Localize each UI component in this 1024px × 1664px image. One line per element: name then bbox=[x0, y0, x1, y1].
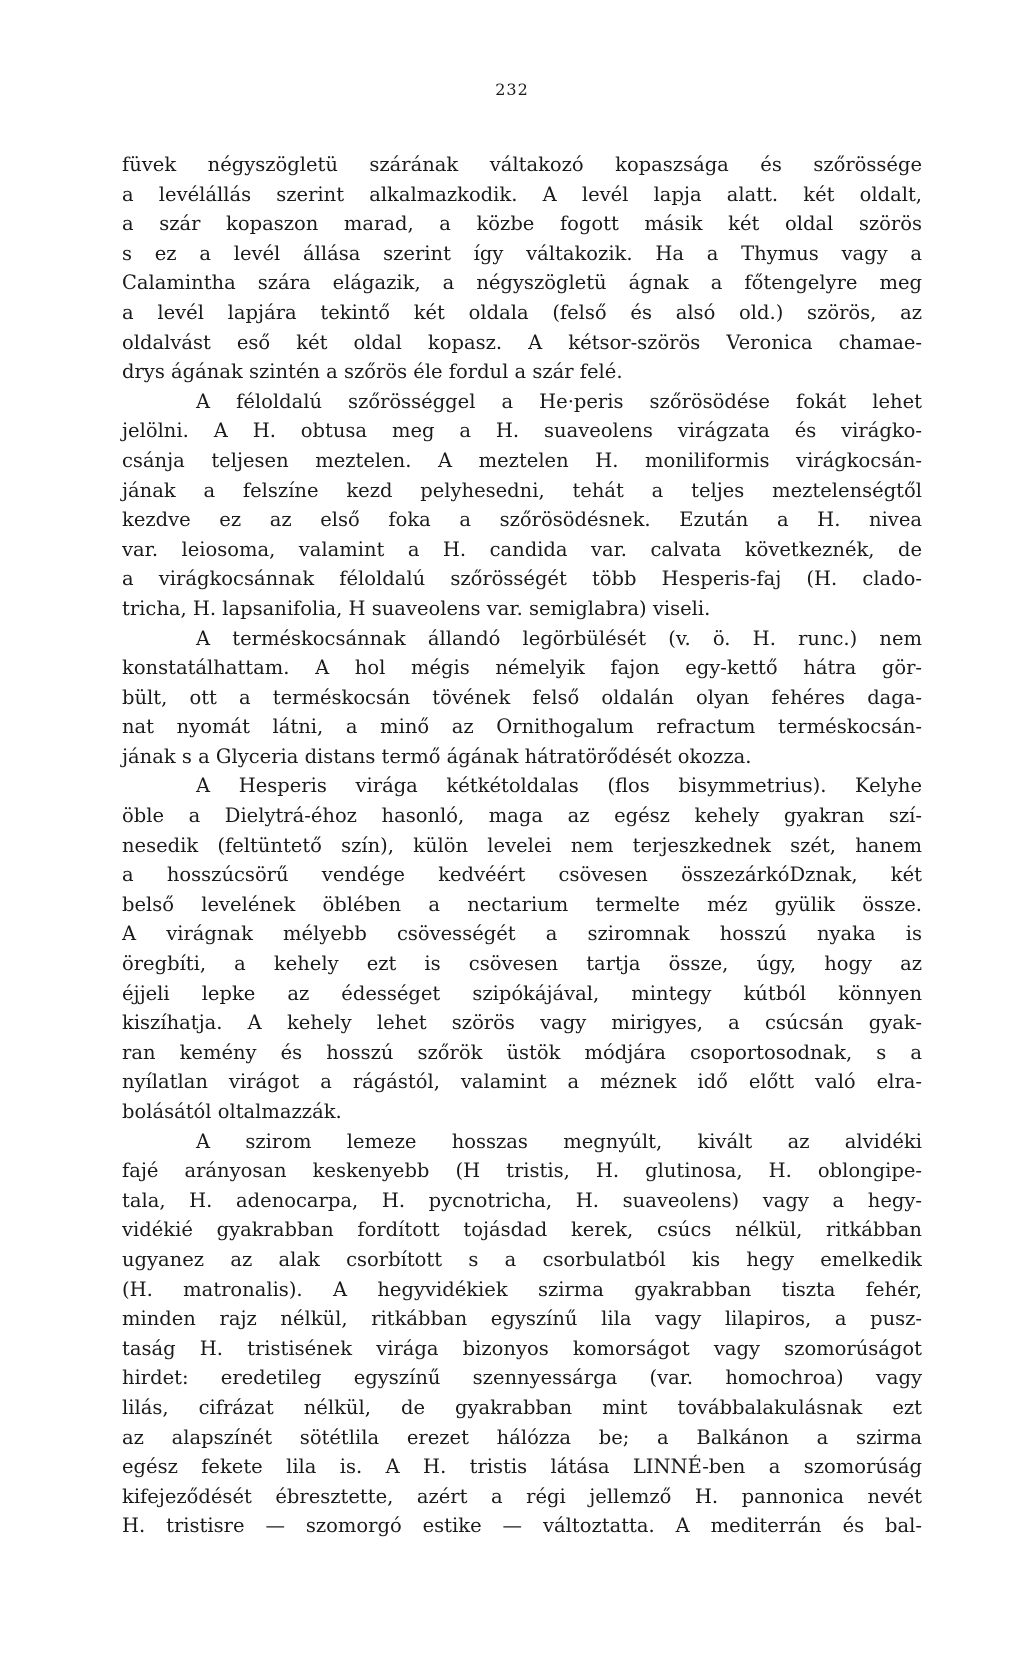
text-line: jának a felszíne kezd pelyhesedni, tehát a teljes meztelenségtől bbox=[122, 478, 922, 502]
text-line: jának s a Glyceria distans termő ágának hátratörődését okozza. bbox=[122, 744, 752, 768]
text-line: H. tristisre — szomorgó estike — változtatta. A mediterrán és bal- bbox=[122, 1514, 922, 1538]
text-line: hirdet: eredetileg egyszínű szennyessárga (var. homochroa) vagy bbox=[122, 1366, 922, 1390]
paragraph bbox=[122, 150, 922, 387]
paragraph bbox=[122, 624, 922, 772]
text-line: öregbíti, a kehely ezt is csövesen tartja össze, úgy, hogy az bbox=[122, 952, 922, 976]
text-line: vidékié gyakrabban fordított tojásdad kerek, csúcs nélkül, ritkábban bbox=[122, 1218, 922, 1242]
body-text bbox=[122, 150, 922, 1541]
text-line: jelölni. A H. obtusa meg a H. suaveolens virágzata és virágko- bbox=[122, 419, 922, 443]
text-line: bült, ott a terméskocsán tövének felső oldalán olyan fehéres daga- bbox=[122, 685, 922, 709]
text-line: (H. matronalis). A hegyvidékiek szirma gyakrabban tiszta fehér, bbox=[122, 1277, 922, 1301]
text-line: nyílatlan virágot a rágástól, valamint a méznek idő előtt való elra- bbox=[122, 1070, 922, 1094]
paragraph bbox=[122, 387, 922, 624]
text-line: A féloldalú szőrösséggel a He·peris szőrösödése fokát lehet bbox=[196, 389, 922, 413]
text-line: var. leiosoma, valamint a H. candida var. calvata következnék, de bbox=[122, 537, 922, 561]
text-line: lilás, cifrázat nélkül, de gyakrabban mint továbbalakulásnak ezt bbox=[122, 1395, 922, 1419]
text-line: Calamintha szára elágazik, a négyszögletü ágnak a főtengelyre meg bbox=[122, 271, 922, 295]
text-line: füvek négyszögletü szárának váltakozó kopaszsága és szőrössége bbox=[122, 153, 922, 176]
text-line: nesedik (feltüntető szín), külön levelei nem terjeszkednek szét, hanem bbox=[122, 833, 922, 857]
text-line: a hosszúcsörű vendége kedvéért csövesen összezárkóDznak, két bbox=[122, 863, 922, 887]
text-line: öble a Dielytrá-éhoz hasonló, maga az egész kehely gyakran szí- bbox=[122, 804, 922, 828]
text-line: az alapszínét sötétlila erezet hálózza be; a Balkánon a szirma bbox=[122, 1425, 922, 1449]
text-line: a levélállás szerint alkalmazkodik. A levél lapja alatt. két oldalt, bbox=[122, 182, 922, 206]
text-line: a virágkocsánnak féloldalú szőrösségét több Hesperis-faj (H. clado- bbox=[122, 567, 922, 591]
text-line: A Hesperis virága kétkétoldalas (flos bisymmetrius). Kelyhe bbox=[196, 774, 922, 798]
text-line: éjjeli lepke az édességet szipókájával, mintegy kútból könnyen bbox=[122, 981, 922, 1005]
text-line: A virágnak mélyebb csövességét a sziromnak hosszú nyaka is bbox=[122, 922, 922, 946]
text-line: oldalvást eső két oldal kopasz. A kétsor-szörös Veronica chamae- bbox=[122, 330, 922, 354]
text-line: konstatálhattam. A hol mégis némelyik fajon egy-kettő hátra gör- bbox=[122, 656, 922, 680]
text-line: kifejeződését ébresztette, azért a régi jellemző H. pannonica nevét bbox=[122, 1484, 922, 1508]
text-line: a szár kopaszon marad, a közbe fogott másik két oldal szörös bbox=[122, 212, 922, 236]
text-line: A szirom lemeze hosszas megnyúlt, kivált az alvidéki bbox=[196, 1129, 922, 1153]
text-line: minden rajz nélkül, ritkábban egyszínű lila vagy lilapiros, a pusz- bbox=[122, 1307, 922, 1331]
text-line: ugyanez az alak csorbított s a csorbulatból kis hegy emelkedik bbox=[122, 1247, 922, 1271]
text-line: tala, H. adenocarpa, H. pycnotricha, H. suaveolens) vagy a hegy- bbox=[122, 1188, 922, 1212]
text-line: bolásától oltalmazzák. bbox=[122, 1100, 342, 1123]
text-line: nat nyomát látni, a minő az Ornithogalum refractum terméskocsán- bbox=[122, 715, 922, 739]
text-line: kiszíhatja. A kehely lehet szörös vagy mirigyes, a csúcsán gyak- bbox=[122, 1011, 922, 1035]
text-line: taság H. tristisének virága bizonyos komorságot vagy szomorúságot bbox=[122, 1336, 922, 1360]
text-line: A terméskocsánnak állandó legörbülését (v. ö. H. runc.) nem bbox=[196, 626, 922, 650]
paragraph bbox=[122, 1127, 922, 1541]
paragraph bbox=[122, 771, 922, 1126]
text-line: egész fekete lila is. A H. tristis látása LINNÉ-ben a szomorúság bbox=[122, 1455, 922, 1479]
text-line: tricha, H. lapsanifolia, H suaveolens var. semiglabra) viseli. bbox=[122, 596, 711, 620]
text-line: a levél lapjára tekintő két oldala (felső és alsó old.) szörös, az bbox=[122, 300, 922, 324]
text-line: fajé arányosan keskenyebb (H tristis, H. glutinosa, H. oblongipe- bbox=[122, 1159, 922, 1183]
page-number: 232 bbox=[495, 80, 529, 99]
text-line: belső levelének öblében a nectarium termelte méz gyülik össze. bbox=[122, 892, 922, 916]
text-line: s ez a levél állása szerint így váltakozik. Ha a Thymus vagy a bbox=[122, 241, 922, 265]
text-line: ran kemény és hosszú szőrök üstök módjára csoportosodnak, s a bbox=[122, 1040, 922, 1064]
text-line: csánja teljesen meztelen. A meztelen H. moniliformis virágkocsán- bbox=[122, 448, 922, 472]
text-line: drys ágának szintén a szőrös éle fordul a szár felé. bbox=[122, 360, 623, 384]
text-line: kezdve ez az első foka a szőrösödésnek. Ezután a H. nivea bbox=[122, 508, 922, 532]
